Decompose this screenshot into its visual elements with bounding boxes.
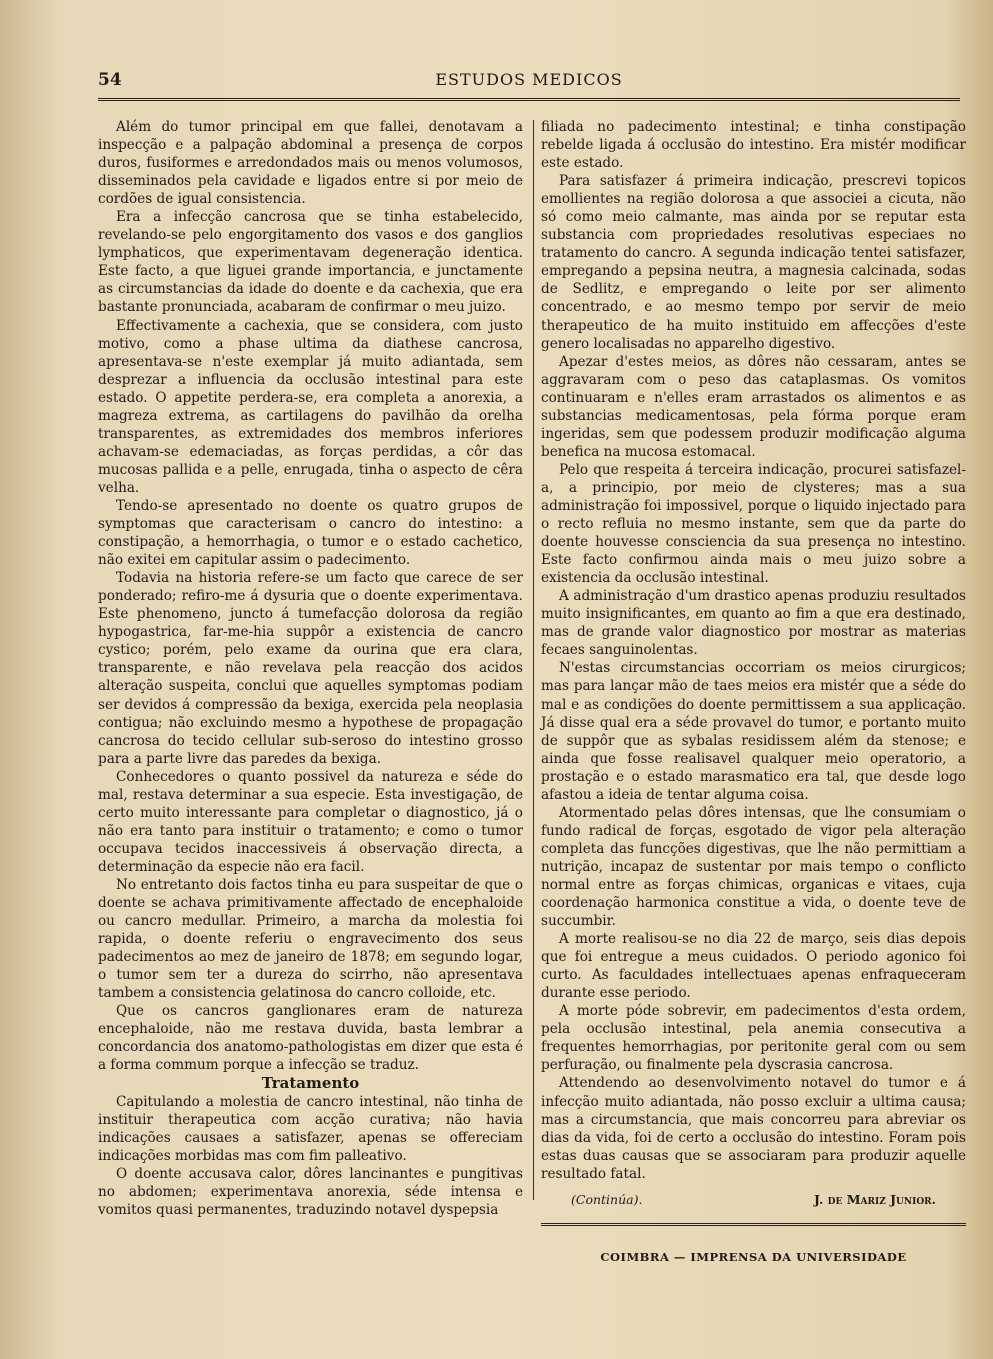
paragraph: No entretanto dois factos tinha eu para suspeitar de que o doente se achava primitivamente affectado de encephaloide ou cancro medullar. Primeiro, a marcha da molestia foi rapida, o doente referiu o engravecimento dos seus padecimentos ao mez de janeiro de 1878; em segundo logar, o tumor sem ter a dureza do scirrho, não apresentava tambem a consistencia gelatinosa do cancro colloide, etc. bbox=[98, 876, 523, 1002]
column-divider bbox=[533, 120, 534, 1200]
paragraph: Effectivamente a cachexia, que se considera, com justo motivo, como a phase ultima da diathese cancrosa, apresentava-se n'este exemplar já muito adiantada, sem desprezar a influencia da occlusão intestinal para este estado. O appetite perdera-se, era completa a anorexia, a magreza extrema, as cartilagens do pavilhão da orelha transparentes, as extremidades dos membros inferiores achavam-se edemaciadas, as forças perdidas, a côr das mucosas pallida e a pelle, enrugada, tinha o aspecto de cêra velha. bbox=[98, 317, 523, 496]
paragraph: O doente accusava calor, dôres lancinantes e pungitivas no abdomen; experimentava anorexia, séde intensa e vomitos quasi permanentes, traduzindo notavel dyspepsia bbox=[98, 1165, 523, 1218]
header-rule bbox=[98, 98, 960, 101]
section-heading: Tratamento bbox=[261, 1074, 360, 1093]
paragraph: Tendo-se apresentado no doente os quatro grupos de symptomas que caracterisam o cancro do intestino: a constipação, a hemorrhagia, o tumor e o estado cachetico, não exitei em capitular assim o padecimento. bbox=[98, 497, 523, 569]
paragraph: Pelo que respeita á terceira indicação, procurei satisfazel-a, a principio, por meio de clysteres; mas a sua administração foi impossivel, porque o liquido injectado para o recto refluia no mesmo instante, sem que da parte do doente houvesse consciencia da sua presença no intestino. Este facto confirmou ainda mais o meu juizo sobre a existencia da occlusão intestinal. bbox=[541, 461, 966, 587]
author-name: J. de Mariz Junior. bbox=[814, 1191, 936, 1207]
signature-line bbox=[541, 1191, 966, 1213]
paragraph: Todavia na historia refere-se um facto que carece de ser ponderado; refiro-me á dysuria que o doente experimentava. Este phenomeno, juncto á tumefacção dolorosa da região hypogastrica, far-me-hia suppôr a existencia de cancro cystico; porém, pelo exame da ourina que era clara, transparente, e não revelava pela reacção dos acidos alteração suspeita, conclui que aquelles symptomas podiam ser devidos á compressão da bexiga, exercida pela neoplasia contigua; não excluindo mesmo a hypothese de propagação cancrosa do tecido cellular sub-seroso do intestino grosso para a parte livre das paredes da bexiga. bbox=[98, 570, 523, 767]
running-title: ESTUDOS MEDICOS bbox=[435, 70, 623, 89]
paragraph: A morte póde sobrevir, em padecimentos d'esta ordem, pela occlusão intestinal, pela anemia consecutiva a frequentes hemorrhagias, por peritonite geral com ou sem perfuração, ou finalmente pela dyscrasia cancrosa. bbox=[541, 1003, 966, 1074]
paragraph: Era a infecção cancrosa que se tinha estabelecido, revelando-se pelo engorgitamento dos vasos e dos ganglios lymphaticos, que experimentavam degeneração identica. Este facto, a que liguei grande importancia, e junctamente as circumstancias da idade do doente e da cachexia, que era bastante pronunciada, acabaram de confirmar o meu juizo. bbox=[98, 209, 523, 316]
paragraph: Para satisfazer á primeira indicação, prescrevi topicos emollientes na região dolorosa a que associei a cicuta, não só como meio calmante, mas ainda por se reputar esta substancia com propriedades resolutivas especiaes no tratamento do cancro. A segunda indicação tentei satisfazer, empregando a pepsina neutra, a magnesia calcinada, sodas de Sedlitz, e empregando o leite por ser alimento concentrado, e ao mesmo tempo por servir de meio therapeutico de ha muito instituido em affecções d'este genero localisadas no apparelho digestivo. bbox=[541, 173, 966, 352]
paragraph: Atormentado pelas dôres intensas, que lhe consumiam o fundo radical de forças, esgotado de vigor pela alteração completa das funcções digestivas, que lhe não permittiam a nutrição, incapaz de sustentar por mais tempo o conflicto normal entre as forças chimicas, organicas e vitaes, cuja coordenação harmonica constitue a vida, o doente teve de succumbir. bbox=[541, 804, 966, 930]
imprint: COIMBRA — IMPRENSA DA UNIVERSIDADE bbox=[600, 1250, 907, 1264]
page-number: 54 bbox=[98, 70, 122, 90]
continua-note: (Continúa). bbox=[571, 1191, 643, 1207]
paragraph: Conhecedores o quanto possivel da natureza e séde do mal, restava determinar a sua especie. Esta investigação, de certo muito interessante para completar o diagnostico, já o não era tanto para instituir o tratamento; e como o tumor occupava tecidos inaccessiveis á observação directa, a determinação da especie não era facil. bbox=[98, 768, 523, 875]
paragraph: A morte realisou-se no dia 22 de março, seis dias depois que foi entregue a meus cuidados. O periodo agonico foi curto. As faculdades intellectuaes apenas enfraqueceram durante esse periodo. bbox=[541, 931, 966, 1002]
paragraph: Além do tumor principal em que fallei, denotavam a inspecção e a palpação abdominal a presença de corpos duros, fusiformes e arredondados mais ou menos volumosos, disseminados pela cavidade e ligados entre si por meio de cordões de igual consistencia. bbox=[98, 119, 523, 208]
footer-rule bbox=[541, 1223, 966, 1226]
paragraph: filiada no padecimento intestinal; e tinha constipação rebelde ligada á occlusão do intestino. Era mistér modificar este estado. bbox=[541, 119, 966, 172]
page-header bbox=[98, 70, 960, 94]
paragraph: Que os cancros ganglionares eram de natureza encephaloide, não me restava duvida, basta lembrar a concordancia dos anatomo-pathologistas em dizer que esta é a forma commum porque a infecção se traduz. bbox=[98, 1003, 523, 1074]
paragraph: Attendendo ao desenvolvimento notavel do tumor e á infecção muito adiantada, não posso excluir a ultima causa; mas a circumstancia, que mais concorreu para abreviar os dias da vida, foi de certo a occlusão do intestino. Foram pois estas duas causas que se associaram para produzir aquelle resultado fatal. bbox=[541, 1075, 966, 1182]
right-column bbox=[541, 118, 966, 1213]
left-column bbox=[98, 118, 523, 1219]
paragraph: A administração d'um drastico apenas produziu resultados muito insignificantes, em quanto ao fim a que era destinado, mas de grande valor diagnostico por mostrar as materias fecaes sanguinolentas. bbox=[541, 588, 966, 659]
paragraph: Capitulando a molestia de cancro intestinal, não tinha de instituir therapeutica com acção curativa; não havia indicações causaes a satisfazer, apenas se offereciam indicações morbidas mas com fim palleativo. bbox=[98, 1093, 523, 1164]
paragraph: N'estas circumstancias occorriam os meios cirurgicos; mas para lançar mão de taes meios era mistér que a séde do mal e as condições do doente permittissem a sua applicação. Já disse qual era a séde provavel do tumor, e portanto muito de suppôr que as sybalas residissem além da stenose; e ainda que fosse realisavel qualquer meio operatorio, a prostação e o estado marasmatico era tal, que desde logo afastou a ideia de tentar alguma coisa. bbox=[541, 660, 966, 803]
paragraph: Apezar d'estes meios, as dôres não cessaram, antes se aggravaram com o peso das cataplasmas. Os vomitos continuaram e n'elles eram arrastados os alimentos e as substancias medicamentosas, pela fórma porque eram ingeridas, sem que podessem produzir modificação alguma benefica na mucosa estomacal. bbox=[541, 353, 966, 460]
